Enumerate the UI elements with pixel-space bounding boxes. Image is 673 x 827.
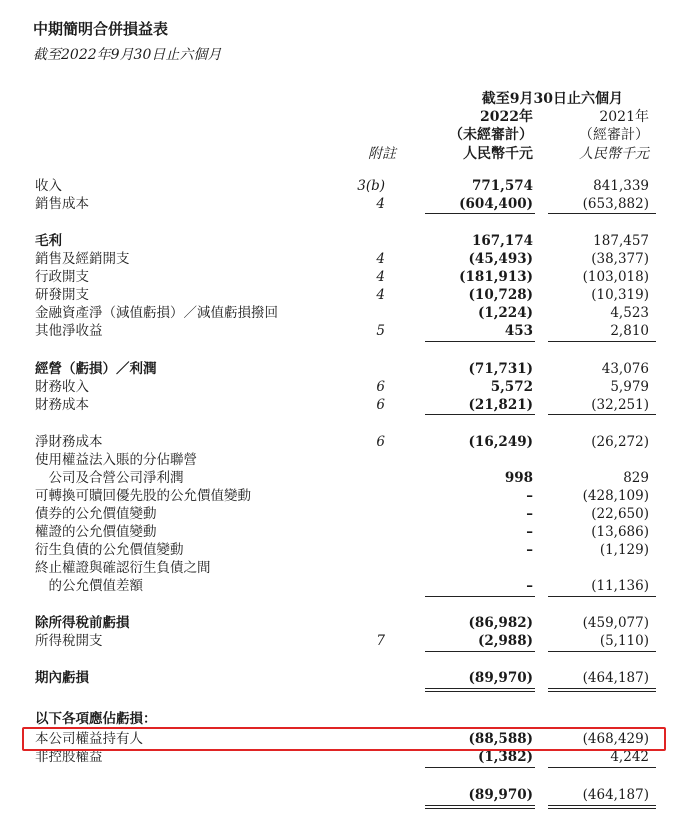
year-2022-header: 2022年 (480, 109, 533, 125)
row-label: 所得稅開支 (35, 633, 103, 649)
highlight-box (22, 727, 666, 751)
table-row (0, 433, 673, 451)
row-label: 行政開支 (35, 269, 89, 285)
rule-line (548, 688, 656, 689)
table-row (0, 710, 673, 728)
value-2021: (103,018) (582, 269, 649, 285)
row-label: 其他淨收益 (35, 323, 103, 339)
value-2021: 4,523 (610, 305, 649, 321)
table-row (0, 577, 673, 595)
row-label: 收入 (35, 178, 62, 194)
table-row (0, 396, 673, 414)
value-2022: 167,174 (471, 233, 533, 249)
rule-line (425, 341, 535, 342)
table-row (0, 451, 673, 469)
rule-line (548, 805, 656, 806)
value-2021: 187,457 (593, 233, 649, 249)
table-row (0, 268, 673, 286)
rule-line (425, 691, 535, 692)
value-2021: 841,339 (593, 178, 649, 194)
value-2022: – (526, 506, 533, 522)
value-2022: – (526, 542, 533, 558)
table-row (0, 232, 673, 250)
rule-line (425, 767, 535, 768)
value-2021: (26,272) (591, 434, 649, 450)
page-title: 中期簡明合併損益表 (33, 20, 169, 38)
page-subtitle: 截至2022年9月30日止六個月 (33, 47, 222, 63)
table-row (0, 614, 673, 632)
period-header: 截至9月30日止六個月 (481, 91, 623, 107)
rule-line (548, 767, 656, 768)
value-2022: 998 (504, 470, 533, 486)
value-2021: (459,077) (582, 615, 649, 631)
value-2022: (88,588) (468, 731, 533, 747)
value-2021: 5,979 (610, 379, 649, 395)
note-column-header: 附註 (368, 146, 396, 162)
table-row (0, 286, 673, 304)
value-2022: (89,970) (468, 670, 533, 686)
rule-line (548, 691, 656, 692)
value-2022: (21,821) (468, 397, 533, 413)
value-2022: – (526, 488, 533, 504)
table-row (0, 322, 673, 340)
rule-line (425, 688, 535, 689)
rule-line (425, 808, 535, 809)
rule-line (548, 213, 656, 214)
value-2021: (1,129) (599, 542, 649, 558)
value-2022: (181,913) (459, 269, 533, 285)
value-2022: (1,382) (477, 749, 533, 765)
value-2021: (22,650) (591, 506, 649, 522)
row-label: 銷售及經銷開支 (35, 251, 130, 267)
table-row (0, 632, 673, 650)
row-label: 經營（虧損）／利潤 (35, 361, 157, 377)
row-label: 衍生負債的公允價值變動 (35, 542, 184, 558)
value-2021: 829 (623, 470, 649, 486)
value-2022: (45,493) (468, 251, 533, 267)
table-row (0, 505, 673, 523)
value-2022: (89,970) (468, 787, 533, 803)
row-label: 期內虧損 (35, 670, 89, 686)
table-row (0, 541, 673, 559)
value-2022: (16,249) (468, 434, 533, 450)
table-row (0, 523, 673, 541)
value-2021: (5,110) (599, 633, 649, 649)
row-label: 非控股權益 (35, 749, 103, 765)
row-label: 使用權益法入賬的分佔聯營 (35, 452, 197, 468)
value-2021: (38,377) (591, 251, 649, 267)
row-label: 本公司權益持有人 (35, 731, 143, 747)
rule-line (548, 414, 656, 415)
row-label: 毛利 (35, 233, 62, 249)
value-2021: (464,187) (582, 787, 649, 803)
row-note: 4 (376, 287, 385, 303)
row-label: 終止權證與確認衍生負債之間 (35, 560, 211, 576)
rule-line (425, 213, 535, 214)
table-row (0, 559, 673, 577)
value-2021: 43,076 (601, 361, 649, 377)
row-label: 以下各項應佔虧損： (35, 711, 157, 727)
value-2022: 771,574 (471, 178, 533, 194)
rule-line (548, 808, 656, 809)
table-row (0, 250, 673, 268)
row-label: 可轉換可贖回優先股的公允價值變動 (35, 488, 251, 504)
row-label: 淨財務成本 (35, 434, 103, 450)
row-note: 4 (376, 269, 385, 285)
table-row (0, 378, 673, 396)
value-2022: (604,400) (459, 196, 533, 212)
value-2021: (32,251) (591, 397, 649, 413)
row-note: 6 (376, 379, 385, 395)
value-2021: (464,187) (582, 670, 649, 686)
year-2021-header: 2021年 (599, 109, 649, 125)
value-2022: – (526, 524, 533, 540)
table-row (0, 469, 673, 487)
value-2022: (2,988) (477, 633, 533, 649)
row-label: 除所得稅前虧損 (35, 615, 130, 631)
value-2022: (71,731) (468, 361, 533, 377)
table-row (0, 195, 673, 213)
value-2021: (13,686) (591, 524, 649, 540)
row-label: 銷售成本 (35, 196, 89, 212)
row-note: 7 (376, 633, 385, 649)
rule-line (548, 651, 656, 652)
value-2022: (10,728) (468, 287, 533, 303)
audit-2021-header: （經審計） (579, 127, 649, 143)
currency-2022-header: 人民幣千元 (463, 146, 533, 162)
table-row (0, 669, 673, 687)
table-row (0, 786, 673, 804)
row-note: 6 (376, 434, 385, 450)
rule-line (425, 414, 535, 415)
value-2021: (653,882) (582, 196, 649, 212)
value-2021: (10,319) (591, 287, 649, 303)
row-label: 權證的公允價值變動 (35, 524, 157, 540)
row-label: 的公允價值差額 (35, 578, 143, 594)
value-2022: – (526, 578, 533, 594)
row-label: 研發開支 (35, 287, 89, 303)
value-2022: (86,982) (468, 615, 533, 631)
row-note: 6 (376, 397, 385, 413)
table-row (0, 487, 673, 505)
row-note: 5 (376, 323, 385, 339)
audit-2022-header: （未經審計） (449, 127, 533, 143)
currency-2021-header: 人民幣千元 (579, 146, 649, 162)
value-2022: 453 (504, 323, 533, 339)
row-note: 3(b) (357, 178, 385, 194)
rule-line (548, 596, 656, 597)
rule-line (548, 341, 656, 342)
rule-line (425, 596, 535, 597)
row-label: 財務成本 (35, 397, 89, 413)
value-2022: (1,224) (477, 305, 533, 321)
value-2021: 2,810 (610, 323, 649, 339)
table-row (0, 304, 673, 322)
value-2021: (428,109) (582, 488, 649, 504)
row-note: 4 (376, 196, 385, 212)
rule-line (425, 651, 535, 652)
value-2022: 5,572 (490, 379, 533, 395)
value-2021: (468,429) (582, 731, 649, 747)
table-row (0, 177, 673, 195)
value-2021: (11,136) (591, 578, 649, 594)
table-row (0, 360, 673, 378)
row-label: 金融資產淨（減值虧損）／減值虧損撥回 (35, 305, 278, 321)
row-label: 公司及合營公司淨利潤 (35, 470, 184, 486)
value-2021: 4,242 (610, 749, 649, 765)
row-label: 財務收入 (35, 379, 89, 395)
row-label: 債券的公允價值變動 (35, 506, 157, 522)
row-note: 4 (376, 251, 385, 267)
rule-line (425, 805, 535, 806)
